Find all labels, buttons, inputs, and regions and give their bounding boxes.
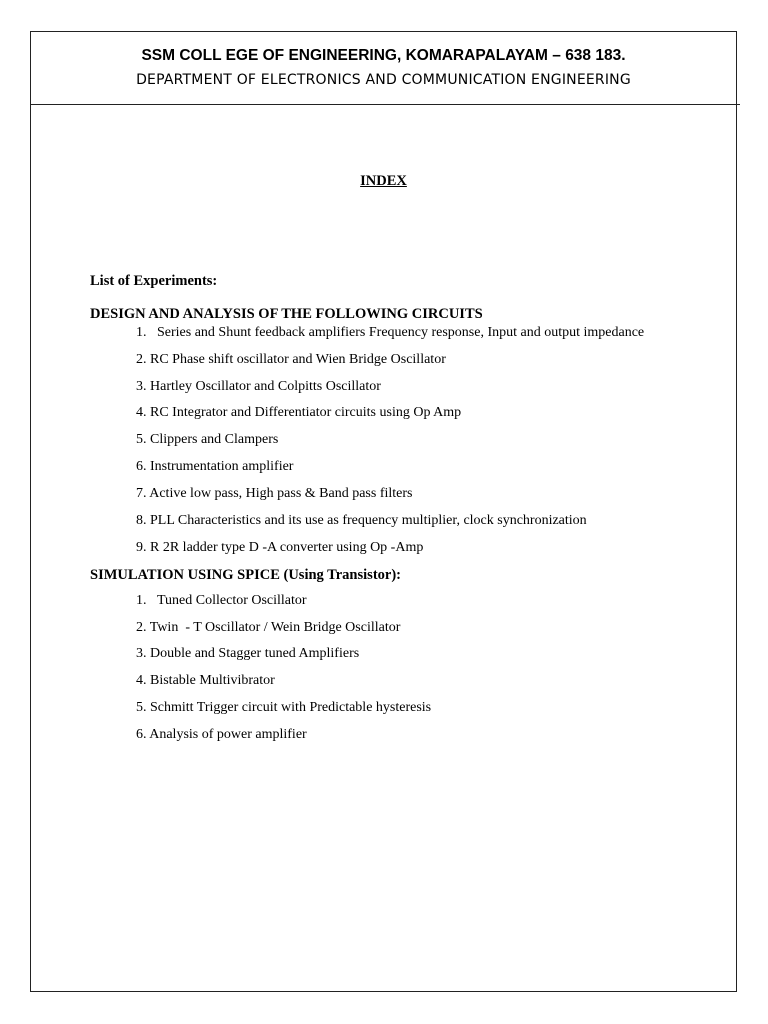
design-item-7	[136, 486, 412, 502]
item-number: 2.	[136, 620, 147, 635]
item-text: Twin - T Oscillator / Wein Bridge Oscillator	[149, 620, 401, 635]
design-item-3	[136, 379, 381, 395]
item-text: Series and Shunt feedback amplifiers Frequency response, Input and output impedance	[157, 325, 645, 340]
design-item-9	[136, 540, 423, 556]
design-item-4	[136, 405, 461, 421]
simulation-item-6	[136, 727, 307, 743]
design-item-2	[136, 352, 446, 368]
design-item-5	[136, 432, 278, 448]
item-text: RC Integrator and Differentiator circuits using Op Amp	[150, 405, 462, 420]
index-title: INDEX	[360, 173, 407, 189]
item-text: Instrumentation amplifier	[150, 459, 294, 474]
item-number: 3.	[136, 379, 147, 394]
item-text: RC Phase shift oscillator and Wien Bridge Oscillator	[150, 352, 446, 367]
item-text: Bistable Multivibrator	[150, 673, 275, 688]
item-text: Schmitt Trigger circuit with Predictable hysteresis	[150, 700, 432, 715]
item-number: 8.	[136, 513, 147, 528]
design-item-1	[136, 325, 644, 341]
list-heading: List of Experiments:	[90, 273, 218, 289]
item-text: Active low pass, High pass & Band pass filters	[149, 486, 413, 501]
item-number: 9.	[136, 540, 147, 555]
item-text: Double and Stagger tuned Amplifiers	[150, 646, 360, 661]
item-number: 5.	[136, 432, 147, 447]
page-frame	[30, 31, 737, 992]
item-number: 1.	[136, 325, 147, 340]
item-text: R 2R ladder type D -A converter using Op -Amp	[150, 540, 424, 555]
item-number: 4.	[136, 673, 147, 688]
item-text: PLL Characteristics and its use as frequency multiplier, clock synchronization	[150, 513, 587, 528]
department-name: DEPARTMENT OF ELECTRONICS AND COMMUNICATION ENGINEERING	[136, 72, 631, 88]
item-number: 2.	[136, 352, 147, 367]
simulation-item-5	[136, 700, 431, 716]
simulation-item-2	[136, 620, 400, 636]
item-text: Clippers and Clampers	[150, 432, 279, 447]
item-text: Tuned Collector Oscillator	[157, 593, 307, 608]
simulation-item-1	[136, 593, 307, 609]
header-divider	[31, 104, 740, 105]
design-heading: DESIGN AND ANALYSIS OF THE FOLLOWING CIRCUITS	[90, 306, 483, 322]
item-number: 1.	[136, 593, 147, 608]
item-number: 5.	[136, 700, 147, 715]
item-number: 6.	[136, 459, 147, 474]
simulation-item-4	[136, 673, 275, 689]
design-item-8	[136, 513, 587, 529]
item-number: 4.	[136, 405, 147, 420]
design-item-6	[136, 459, 293, 475]
item-number: 3.	[136, 646, 147, 661]
simulation-heading: SIMULATION USING SPICE (Using Transistor):	[90, 567, 401, 583]
college-name: SSM COLL EGE OF ENGINEERING, KOMARAPALAYAM – 638 183.	[141, 47, 626, 64]
simulation-item-3	[136, 646, 359, 662]
item-number: 6.	[136, 727, 147, 742]
item-text: Hartley Oscillator and Colpitts Oscillator	[150, 379, 381, 394]
item-text: Analysis of power amplifier	[149, 727, 307, 742]
item-number: 7.	[136, 486, 147, 501]
